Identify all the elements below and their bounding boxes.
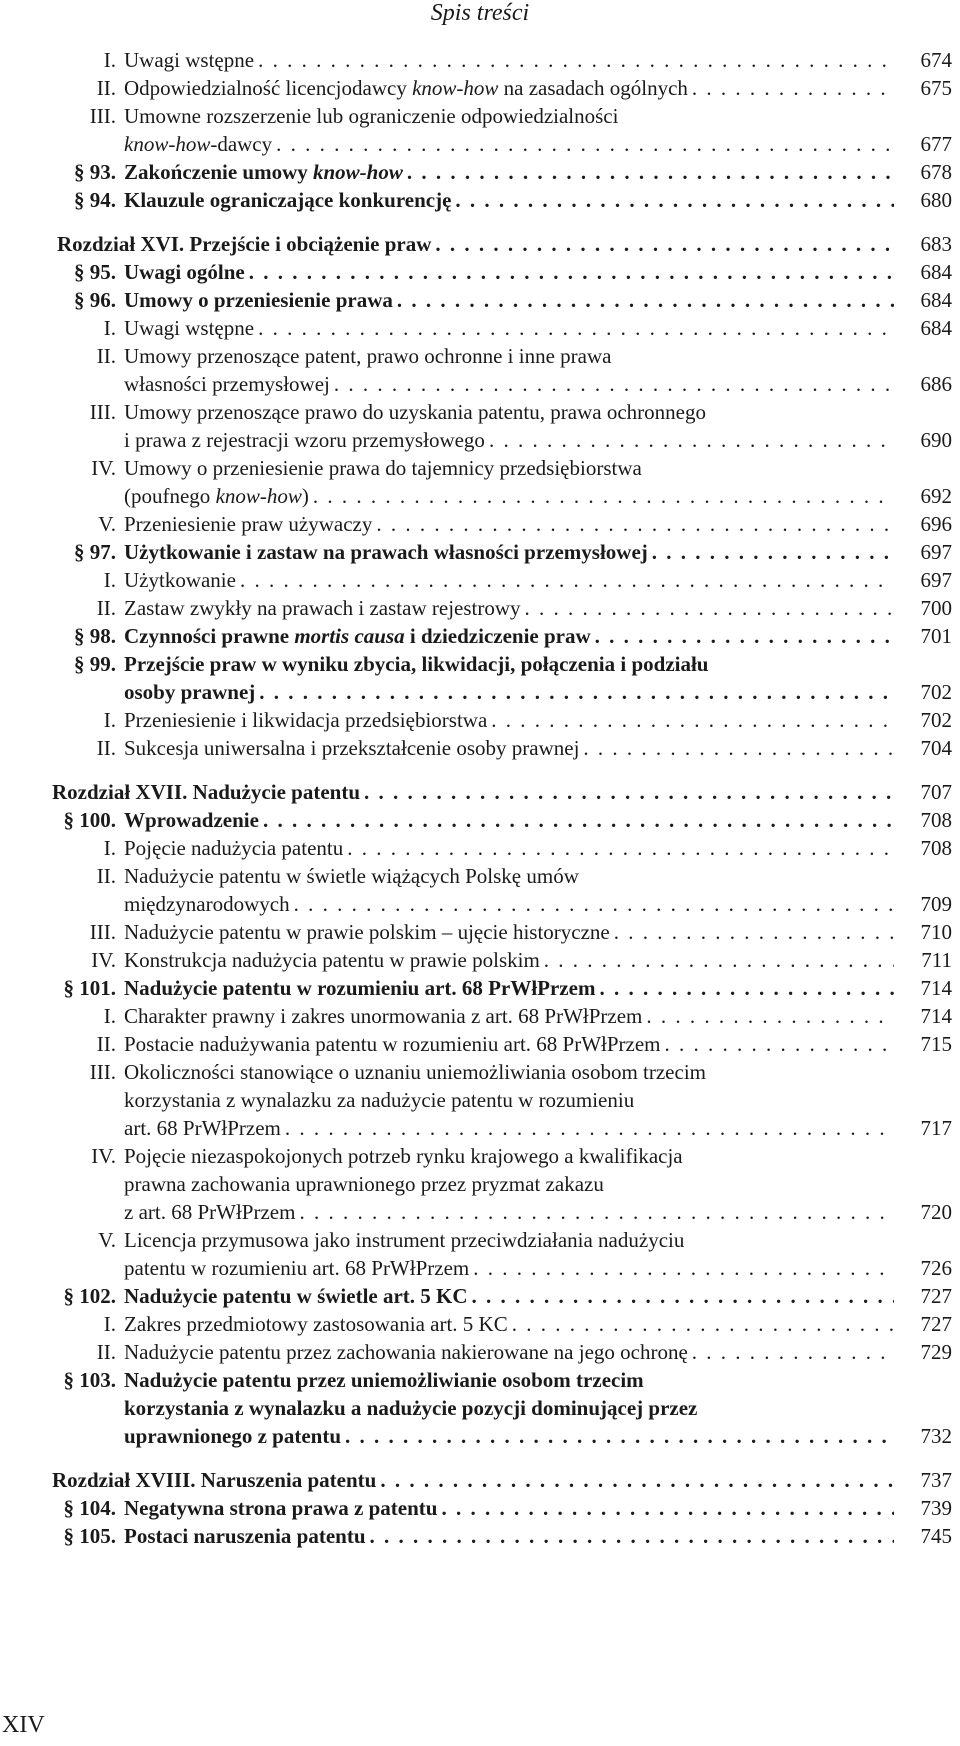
toc-number: III. <box>89 920 116 944</box>
toc-section <box>52 1494 952 1522</box>
toc-subsection <box>52 46 952 74</box>
toc-number: I. <box>103 568 116 592</box>
toc-page-number: 674 <box>920 48 952 72</box>
toc-chapter <box>52 778 952 806</box>
toc-page-number: 686 <box>920 372 952 396</box>
toc-subsection <box>52 734 952 762</box>
toc-number: I. <box>103 316 116 340</box>
toc-entry-title: Klauzule ograniczające konkurencję <box>124 188 452 212</box>
leader-dots <box>646 1002 894 1030</box>
toc-page-number: 692 <box>920 484 952 508</box>
leader-dots <box>544 946 894 974</box>
toc-page-number: 717 <box>920 1116 952 1140</box>
toc-number: III. <box>89 1060 116 1084</box>
toc-page-number: 708 <box>920 808 952 832</box>
leader-dots <box>407 158 894 186</box>
toc-entry-title: Użytkowanie i zastaw na prawach własności przemysłowej <box>124 540 648 564</box>
toc-page-number: 720 <box>920 1200 952 1224</box>
toc-subsection <box>52 918 952 946</box>
toc-number: § 103. <box>63 1368 116 1392</box>
toc-number: V. <box>98 1228 116 1252</box>
toc-subsection <box>52 1226 952 1282</box>
toc-entry-title: Nadużycie patentu przez zachowania nakierowane na jego ochronę <box>124 1340 688 1364</box>
toc-entry-title: międzynarodowych <box>124 892 290 916</box>
toc-entry-title: Nadużycie patentu w świetle art. 5 KC <box>124 1284 468 1308</box>
toc-section <box>52 258 952 286</box>
leader-dots <box>692 1338 894 1366</box>
toc-page-number: 701 <box>920 624 952 648</box>
toc-entry-title: z art. 68 PrWłPrzem <box>124 1200 296 1224</box>
toc-page-number: 702 <box>920 708 952 732</box>
leader-dots <box>472 1282 894 1310</box>
toc-page-number: 707 <box>920 780 952 804</box>
toc-page-number: 697 <box>920 540 952 564</box>
toc-section <box>52 1522 952 1550</box>
toc-subsection <box>52 102 952 158</box>
toc-number: § 99. <box>74 652 116 676</box>
toc-number: IV. <box>91 456 116 480</box>
toc-number: § 98. <box>74 624 116 648</box>
toc-number: I. <box>103 708 116 732</box>
toc-entry-title: Uwagi wstępne <box>124 316 255 340</box>
toc-number: II. <box>96 344 116 368</box>
leader-dots <box>614 918 894 946</box>
toc-page-number: 714 <box>920 1004 952 1028</box>
toc-page-number: 678 <box>920 160 952 184</box>
toc-subsection <box>52 314 952 342</box>
leader-dots <box>258 314 894 342</box>
toc-section <box>52 650 952 706</box>
toc-entry-title: korzystania z wynalazku a nadużycie pozycji dominującej przez <box>124 1396 698 1420</box>
toc-entry-title: Umowy przenoszące prawo do uzyskania patentu, prawa ochronnego <box>124 400 706 424</box>
leader-dots <box>294 890 894 918</box>
toc-subsection <box>52 1142 952 1226</box>
toc-number: § 101. <box>63 976 116 1000</box>
toc-entry-title: Negatywna strona prawa z patentu <box>124 1496 438 1520</box>
toc-entry-title: Rozdział XVIII. Naruszenia patentu <box>52 1468 377 1492</box>
leader-dots <box>380 1466 894 1494</box>
leader-dots <box>512 1310 894 1338</box>
leader-dots <box>249 258 894 286</box>
toc-page-number: 727 <box>920 1312 952 1336</box>
toc-entry-title: Użytkowanie <box>124 568 236 592</box>
toc-page-number: 745 <box>920 1524 952 1548</box>
toc-page-number: 675 <box>920 76 952 100</box>
toc-entry-title: własności przemysłowej <box>124 372 330 396</box>
toc-entry-title: art. 68 PrWłPrzem <box>124 1116 281 1140</box>
toc-entry-title: (poufnego know-how) <box>124 484 309 508</box>
toc-entry-title: Nadużycie patentu w świetle wiążących Polskę umów <box>124 864 579 888</box>
toc-page-number: 702 <box>920 680 952 704</box>
toc-page-number: 732 <box>920 1424 952 1448</box>
toc-page-number: 680 <box>920 188 952 212</box>
page-number: XIV <box>2 1712 45 1738</box>
toc-page-number: 709 <box>920 892 952 916</box>
leader-dots <box>285 1114 894 1142</box>
toc-section <box>52 286 952 314</box>
toc-page-number: 700 <box>920 596 952 620</box>
toc-page-number: 737 <box>920 1468 952 1492</box>
toc-number: II. <box>96 864 116 888</box>
toc-entry-title: Charakter prawny i zakres unormowania z art. 68 PrWłPrzem <box>124 1004 643 1028</box>
toc-section <box>52 974 952 1002</box>
page-header: Spis treści <box>430 0 530 26</box>
leader-dots <box>364 778 894 806</box>
toc-number: IV. <box>91 1144 116 1168</box>
leader-dots <box>441 1494 894 1522</box>
toc-number: III. <box>89 104 116 128</box>
toc-page-number: 714 <box>920 976 952 1000</box>
toc-number: II. <box>96 736 116 760</box>
toc-entry-title: Sukcesja uniwersalna i przekształcenie osoby prawnej <box>124 736 580 760</box>
toc-subsection <box>52 834 952 862</box>
toc-entry-title: Pojęcie nadużycia patentu <box>124 836 344 860</box>
toc-number: § 100. <box>63 808 116 832</box>
toc-page-number: 690 <box>920 428 952 452</box>
leader-dots <box>334 370 894 398</box>
toc-chapter <box>52 230 952 258</box>
toc-page-number: 710 <box>920 920 952 944</box>
toc-section <box>52 1366 952 1450</box>
leader-dots <box>652 538 894 566</box>
toc-number: § 105. <box>63 1524 116 1548</box>
leader-dots <box>473 1254 894 1282</box>
toc-entry-title: Przeniesienie i likwidacja przedsiębiorstwa <box>124 708 488 732</box>
toc-page-number: 704 <box>920 736 952 760</box>
leader-dots <box>299 1198 894 1226</box>
toc-entry-title: uprawnionego z patentu <box>124 1424 342 1448</box>
toc-number: I. <box>103 1004 116 1028</box>
toc-page-number: 739 <box>920 1496 952 1520</box>
toc-number: II. <box>96 76 116 100</box>
toc-entry-title: Odpowiedzialność licencjodawcy know-how na zasadach ogólnych <box>124 76 688 100</box>
toc-entry-title: prawna zachowania uprawnionego przez pryzmat zakazu <box>124 1172 604 1196</box>
toc-entry-title: Uwagi ogólne <box>124 260 245 284</box>
toc-subsection <box>52 510 952 538</box>
toc-page-number: 684 <box>920 288 952 312</box>
toc-entry-title: Umowy przenoszące patent, prawo ochronne i inne prawa <box>124 344 612 368</box>
leader-dots <box>491 706 894 734</box>
toc-entry-title: Pojęcie niezaspokojonych potrzeb rynku krajowego a kwalifikacja <box>124 1144 683 1168</box>
toc-number: § 96. <box>74 288 116 312</box>
toc-section <box>52 538 952 566</box>
toc-subsection <box>52 1058 952 1142</box>
toc-subsection <box>52 706 952 734</box>
toc-number: § 94. <box>74 188 116 212</box>
toc-number: § 102. <box>63 1284 116 1308</box>
toc-entry-title: know-how-dawcy <box>124 132 273 156</box>
toc-subsection <box>52 594 952 622</box>
leader-dots <box>583 734 894 762</box>
leader-dots <box>595 622 894 650</box>
toc-number: II. <box>96 1032 116 1056</box>
leader-dots <box>258 46 894 74</box>
toc-number: I. <box>103 48 116 72</box>
leader-dots <box>240 566 894 594</box>
toc-section <box>52 622 952 650</box>
toc-page-number: 729 <box>920 1340 952 1364</box>
toc-subsection <box>52 946 952 974</box>
toc-entry-title: Okoliczności stanowiące o uznaniu uniemożliwiania osobom trzecim <box>124 1060 706 1084</box>
toc-entry-title: korzystania z wynalazku za nadużycie patentu w rozumieniu <box>124 1088 635 1112</box>
toc-subsection <box>52 1338 952 1366</box>
toc-section <box>52 806 952 834</box>
leader-dots <box>370 1522 895 1550</box>
leader-dots <box>692 74 894 102</box>
leader-dots <box>345 1422 894 1450</box>
toc-entry-title: Konstrukcja nadużycia patentu w prawie polskim <box>124 948 540 972</box>
toc-entry-title: Postacie nadużywania patentu w rozumieniu art. 68 PrWłPrzem <box>124 1032 661 1056</box>
toc-chapter <box>52 1466 952 1494</box>
toc-entry-title: Wprowadzenie <box>124 808 259 832</box>
toc-number: II. <box>96 596 116 620</box>
toc-number: § 95. <box>74 260 116 284</box>
toc-number: III. <box>89 400 116 424</box>
leader-dots <box>259 678 894 706</box>
toc-subsection <box>52 566 952 594</box>
toc-entry-title: Rozdział XVII. Nadużycie patentu <box>52 780 360 804</box>
toc-number: V. <box>98 512 116 536</box>
toc-entry-title: Zakończenie umowy know-how <box>124 160 403 184</box>
toc-subsection <box>52 74 952 102</box>
leader-dots <box>665 1030 894 1058</box>
toc-subsection <box>52 398 952 454</box>
toc-page-number: 696 <box>920 512 952 536</box>
toc-page-number: 711 <box>921 948 952 972</box>
toc-page-number: 684 <box>920 316 952 340</box>
toc-entry-title: Umowne rozszerzenie lub ograniczenie odpowiedzialności <box>124 104 619 128</box>
toc-page-number: 697 <box>920 568 952 592</box>
toc-page-number: 726 <box>920 1256 952 1280</box>
toc-entry-title: patentu w rozumieniu art. 68 PrWłPrzem <box>124 1256 470 1280</box>
toc-number: I. <box>103 836 116 860</box>
leader-dots <box>455 186 894 214</box>
toc-section <box>52 186 952 214</box>
leader-dots <box>489 426 894 454</box>
toc-entry-title: Rozdział XVI. Przejście i obciążenie praw <box>57 232 432 256</box>
toc-entry-title: Czynności prawne mortis causa i dziedziczenie praw <box>124 624 591 648</box>
toc-entry-title: Zastaw zwykły na prawach i zastaw rejestrowy <box>124 596 521 620</box>
leader-dots <box>435 230 894 258</box>
toc-subsection <box>52 1310 952 1338</box>
toc-page-number: 684 <box>920 260 952 284</box>
toc-entry-title: Przeniesienie praw używaczy <box>124 512 373 536</box>
toc-subsection <box>52 342 952 398</box>
toc-subsection <box>52 454 952 510</box>
toc-entry-title: osoby prawnej <box>124 680 256 704</box>
toc-number: § 97. <box>74 540 116 564</box>
toc-section <box>52 158 952 186</box>
toc-entry-title: Uwagi wstępne <box>124 48 255 72</box>
toc-page-number: 683 <box>920 232 952 256</box>
toc-entry-title: Nadużycie patentu przez uniemożliwianie osobom trzecim <box>124 1368 644 1392</box>
toc-entry-title: Nadużycie patentu w prawie polskim – ujęcie historyczne <box>124 920 610 944</box>
toc-number: IV. <box>91 948 116 972</box>
toc-subsection <box>52 1002 952 1030</box>
toc-entry-title: Przejście praw w wyniku zbycia, likwidacji, połączenia i podziału <box>124 652 709 676</box>
leader-dots <box>263 806 894 834</box>
toc-number: § 93. <box>74 160 116 184</box>
toc-entry-title: Postaci naruszenia patentu <box>124 1524 366 1548</box>
toc-page-number: 715 <box>920 1032 952 1056</box>
toc-page-number: 727 <box>920 1284 952 1308</box>
leader-dots <box>525 594 894 622</box>
toc-subsection <box>52 1030 952 1058</box>
toc-entry-title: Umowy o przeniesienie prawa do tajemnicy przedsiębiorstwa <box>124 456 642 480</box>
table-of-contents <box>52 46 952 1550</box>
toc-entry-title: Zakres przedmiotowy zastosowania art. 5 KC <box>124 1312 508 1336</box>
leader-dots <box>276 130 894 158</box>
leader-dots <box>376 510 894 538</box>
leader-dots <box>313 482 894 510</box>
leader-dots <box>599 974 894 1002</box>
toc-number: I. <box>103 1312 116 1336</box>
toc-page-number: 677 <box>920 132 952 156</box>
toc-number: II. <box>96 1340 116 1364</box>
toc-entry-title: Licencja przymusowa jako instrument przeciwdziałania nadużyciu <box>124 1228 685 1252</box>
toc-entry-title: i prawa z rejestracji wzoru przemysłowego <box>124 428 485 452</box>
toc-number: § 104. <box>63 1496 116 1520</box>
toc-section <box>52 1282 952 1310</box>
leader-dots <box>397 286 894 314</box>
leader-dots <box>347 834 894 862</box>
toc-entry-title: Umowy o przeniesienie prawa <box>124 288 393 312</box>
toc-subsection <box>52 862 952 918</box>
toc-page-number: 708 <box>920 836 952 860</box>
toc-entry-title: Nadużycie patentu w rozumieniu art. 68 PrWłPrzem <box>124 976 596 1000</box>
